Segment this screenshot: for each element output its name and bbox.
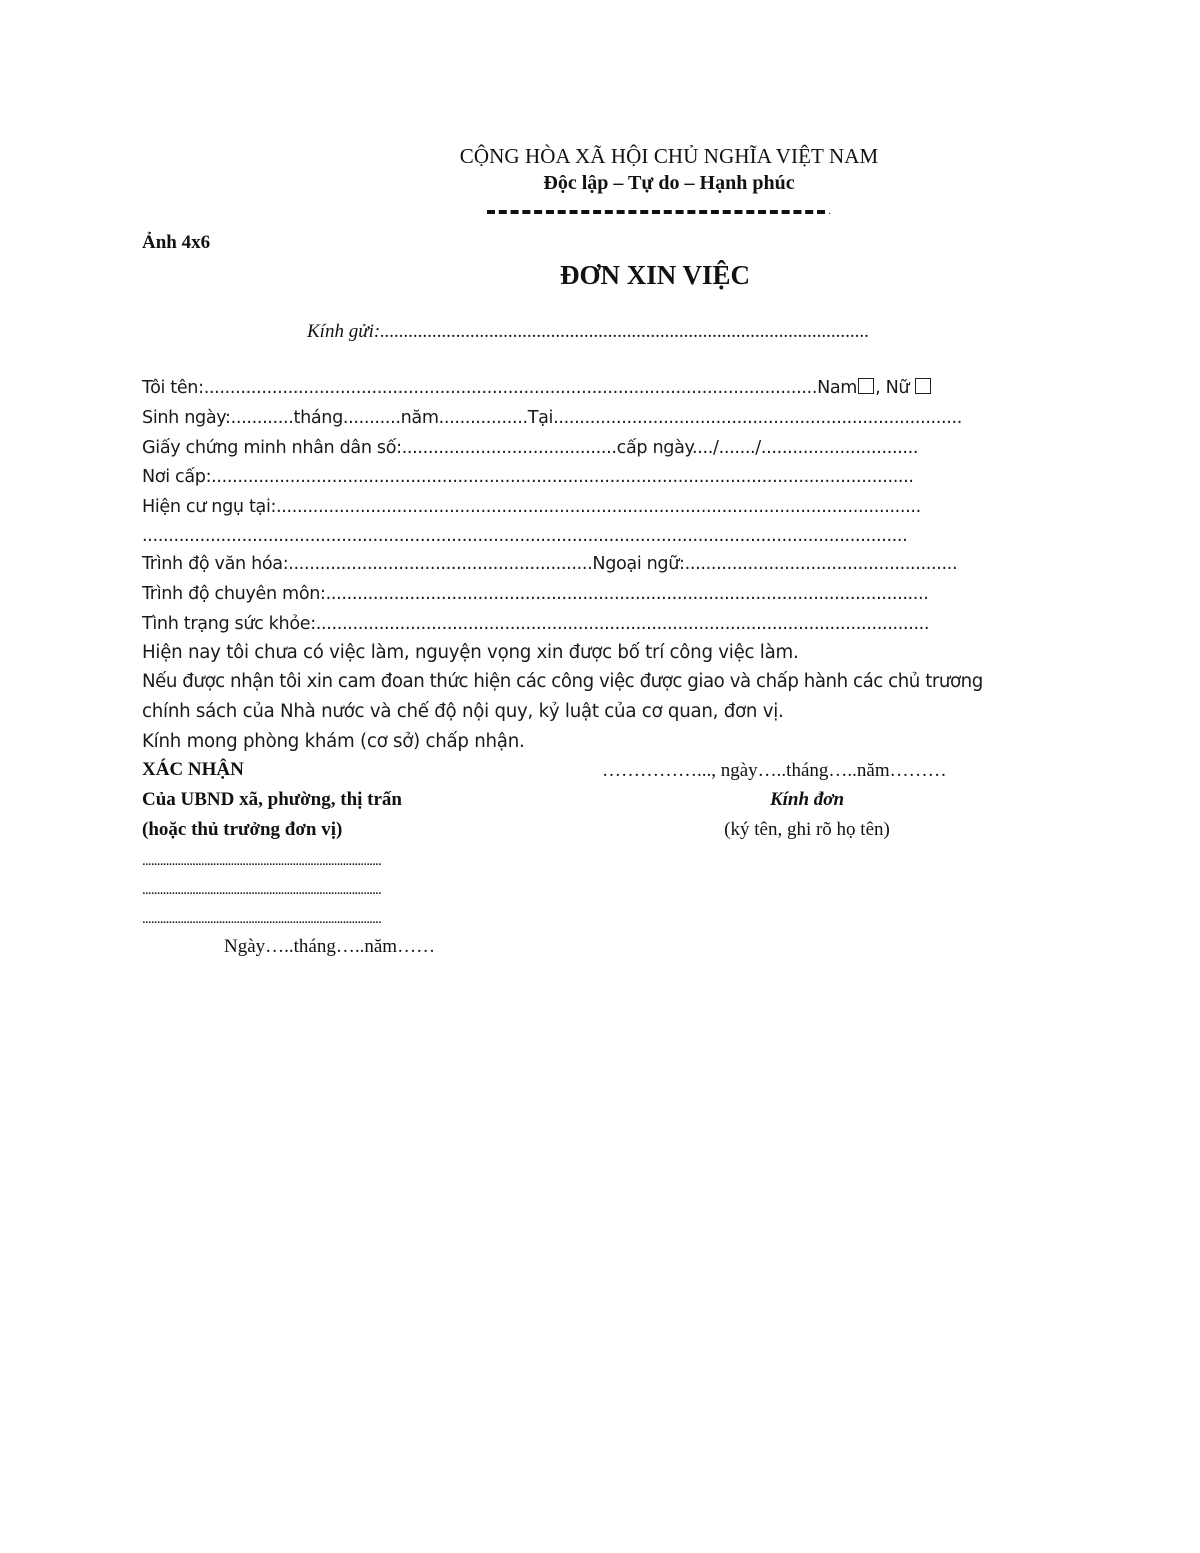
field-id-card: Giấy chứng minh nhân dân số:.........................................cấp ngày..../......./.............................. xyxy=(142,438,919,458)
place-and-date: ……………..., ngày…..tháng…..năm……… xyxy=(602,760,947,781)
photo-label: Ảnh 4x6 xyxy=(142,232,211,253)
male-checkbox[interactable] xyxy=(858,378,874,394)
field-issued-at: Nơi cấp:...................................................................................................................................... xyxy=(142,467,914,487)
female-checkbox[interactable] xyxy=(915,378,931,394)
document-title: ĐƠN XIN VIỆC xyxy=(559,260,751,290)
field-name xyxy=(142,378,932,398)
field-residence: Hiện cư ngụ tại:........................................................................................................................... xyxy=(142,497,921,517)
recipient-line: Kính gửi:....................................................................................................... xyxy=(307,321,870,342)
field-residence-cont: .................................................................................................................................................. xyxy=(142,526,908,546)
statement-3: Kính mong phòng khám (cơ sở) chấp nhận. xyxy=(142,731,525,752)
national-title: CỘNG HÒA XÃ HỘI CHỦ NGHĨA VIỆT NAM xyxy=(459,144,879,168)
field-name-label: Tôi tên:.....................................................................................................................Nam xyxy=(142,378,858,398)
closing-phrase: Kính đơn xyxy=(769,789,845,810)
confirmation-heading: XÁC NHẬN xyxy=(142,759,244,780)
field-profession: Trình độ chuyên môn:................................................................................................................... xyxy=(142,584,929,604)
header-divider xyxy=(487,210,825,219)
confirmation-dots-3: ................................................................................. xyxy=(142,911,381,927)
field-health: Tình trạng sức khỏe:..................................................................................................................... xyxy=(142,614,930,634)
national-motto: Độc lập – Tự do – Hạnh phúc xyxy=(543,172,795,194)
statement-2b: chính sách của Nhà nước và chế độ nội quy, kỷ luật của cơ quan, đơn vị. xyxy=(142,701,784,722)
sex-separator: , Nữ xyxy=(875,378,910,398)
confirmation-date: Ngày…..tháng…..năm…… xyxy=(224,936,436,957)
statement-2a: Nếu được nhận tôi xin cam đoan thức hiện các công việc được giao và chấp hành các chủ trương xyxy=(142,671,983,692)
confirmation-alt-authority: (hoặc thủ trưởng đơn vị) xyxy=(142,819,343,840)
confirmation-dots-1: ................................................................................. xyxy=(142,853,381,869)
confirmation-authority: Của UBND xã, phường, thị trấn xyxy=(142,789,402,810)
field-education: Trình độ văn hóa:..........................................................Ngoại ngữ:.................................................... xyxy=(142,554,958,574)
header-divider-end: · xyxy=(828,209,832,220)
signature-note: (ký tên, ghi rõ họ tên) xyxy=(724,819,890,840)
statement-1: Hiện nay tôi chưa có việc làm, nguyện vọng xin được bố trí công việc làm. xyxy=(142,642,799,663)
field-birth: Sinh ngày:............tháng...........năm.................Tại.............................................................................. xyxy=(142,408,963,428)
confirmation-dots-2: ................................................................................. xyxy=(142,882,381,898)
